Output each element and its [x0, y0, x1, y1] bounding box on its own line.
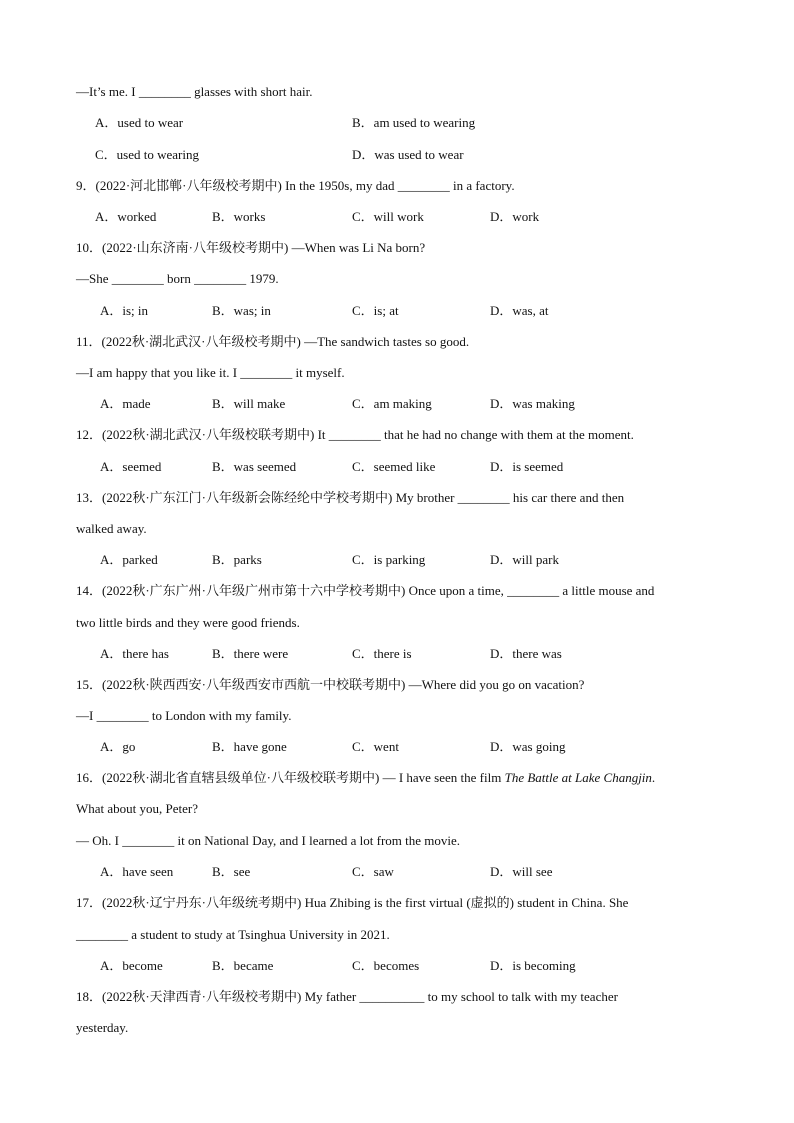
q17-stem: 17．(2022秋·辽宁丹东·八年级统考期中) Hua Zhibing is the first virtual (虚拟的) student in China. She — [76, 895, 629, 910]
q13-option-a: A．parked — [100, 552, 158, 567]
q13-stem-line2: walked away. — [76, 521, 147, 536]
q10-stem: 10．(2022·山东济南·八年级校考期中) —When was Li Na born? — [76, 240, 426, 255]
q14-stem-line2: two little birds and they were good friends. — [76, 615, 300, 630]
q11-option-d: D．was making — [490, 396, 575, 411]
q10-option-b: B．was; in — [212, 303, 271, 318]
q16-option-a: A．have seen — [100, 864, 174, 879]
q17-option-b: B．became — [212, 958, 274, 973]
q8-option-b: B．am used to wearing — [352, 115, 476, 130]
q12-option-d: D．is seemed — [490, 459, 564, 474]
q14-stem: 14．(2022秋·广东广州·八年级广州市第十六中学校考期中) Once upon a time, ________ a little mouse and — [76, 583, 655, 598]
q11-stem: 11．(2022秋·湖北武汉·八年级校考期中) —The sandwich tastes so good. — [76, 334, 470, 349]
q18-stem-line2: yesterday. — [76, 1020, 129, 1035]
q18-stem: 18．(2022秋·天津西青·八年级校考期中) My father __________ to my school to talk with my teacher — [76, 989, 618, 1004]
q15-option-b: B．have gone — [212, 739, 287, 754]
q11-option-b: B．will make — [212, 396, 286, 411]
q16-option-b: B．see — [212, 864, 251, 879]
q10-option-a: A．is; in — [100, 303, 149, 318]
q15-stem: 15．(2022秋·陕西西安·八年级西安市西航一中校联考期中) —Where did you go on vacation? — [76, 677, 585, 692]
q9-option-d: D．work — [490, 209, 540, 224]
q16-stem — [76, 770, 655, 786]
q16-stem-line2: What about you, Peter? — [76, 801, 199, 816]
q14-option-a: A．there has — [100, 646, 169, 661]
q14-option-b: B．there were — [212, 646, 289, 661]
q10-stem-line2: —She ________ born ________ 1979. — [76, 271, 279, 286]
q14-option-d: D．there was — [490, 646, 562, 661]
q13-option-c: C．is parking — [352, 552, 426, 567]
q16-option-c: C．saw — [352, 864, 394, 879]
q15-option-d: D．was going — [490, 739, 566, 754]
q16-stem-end: . — [651, 770, 656, 785]
q16-film-title: The Battle at Lake Changjin — [504, 770, 652, 785]
q9-stem: 9．(2022·河北邯郸·八年级校考期中) In the 1950s, my dad ________ in a factory. — [76, 178, 515, 193]
q17-stem-line2: ________ a student to study at Tsinghua University in 2021. — [76, 927, 390, 942]
q11-option-a: A．made — [100, 396, 151, 411]
q12-stem: 12．(2022秋·湖北武汉·八年级校联考期中) It ________ that he had no change with them at the moment. — [76, 427, 634, 442]
q15-option-a: A．go — [100, 739, 136, 754]
q12-option-c: C．seemed like — [352, 459, 436, 474]
q9-option-b: B．works — [212, 209, 266, 224]
q12-option-b: B．was seemed — [212, 459, 297, 474]
q9-option-a: A．worked — [95, 209, 157, 224]
q10-option-d: D．was, at — [490, 303, 549, 318]
q15-stem-line2: —I ________ to London with my family. — [76, 708, 292, 723]
q13-option-b: B．parks — [212, 552, 262, 567]
q12-option-a: A．seemed — [100, 459, 162, 474]
q10-option-c: C．is; at — [352, 303, 399, 318]
q8-stem-line: —It’s me. I ________ glasses with short hair. — [76, 84, 313, 99]
q13-stem: 13．(2022秋·广东江门·八年级新会陈经纶中学校考期中) My brother ________ his car there and then — [76, 490, 625, 505]
q8-option-d: D．was used to wear — [352, 147, 464, 162]
q16-option-d: D．will see — [490, 864, 553, 879]
q11-option-c: C．am making — [352, 396, 432, 411]
q8-option-a: A．used to wear — [95, 115, 184, 130]
q9-option-c: C．will work — [352, 209, 424, 224]
q14-option-c: C．there is — [352, 646, 412, 661]
q15-option-c: C．went — [352, 739, 399, 754]
q17-option-c: C．becomes — [352, 958, 420, 973]
q13-option-d: D．will park — [490, 552, 559, 567]
q17-option-d: D．is becoming — [490, 958, 576, 973]
q11-stem-line2: —I am happy that you like it. I ________ it myself. — [76, 365, 345, 380]
q16-stem-line3: — Oh. I ________ it on National Day, and I learned a lot from the movie. — [76, 833, 461, 848]
q16-stem-text: 16．(2022秋·湖北省直辖县级单位·八年级校联考期中) — I have seen the film — [76, 770, 505, 785]
q8-option-c: C．used to wearing — [95, 147, 199, 162]
q17-option-a: A．become — [100, 958, 163, 973]
